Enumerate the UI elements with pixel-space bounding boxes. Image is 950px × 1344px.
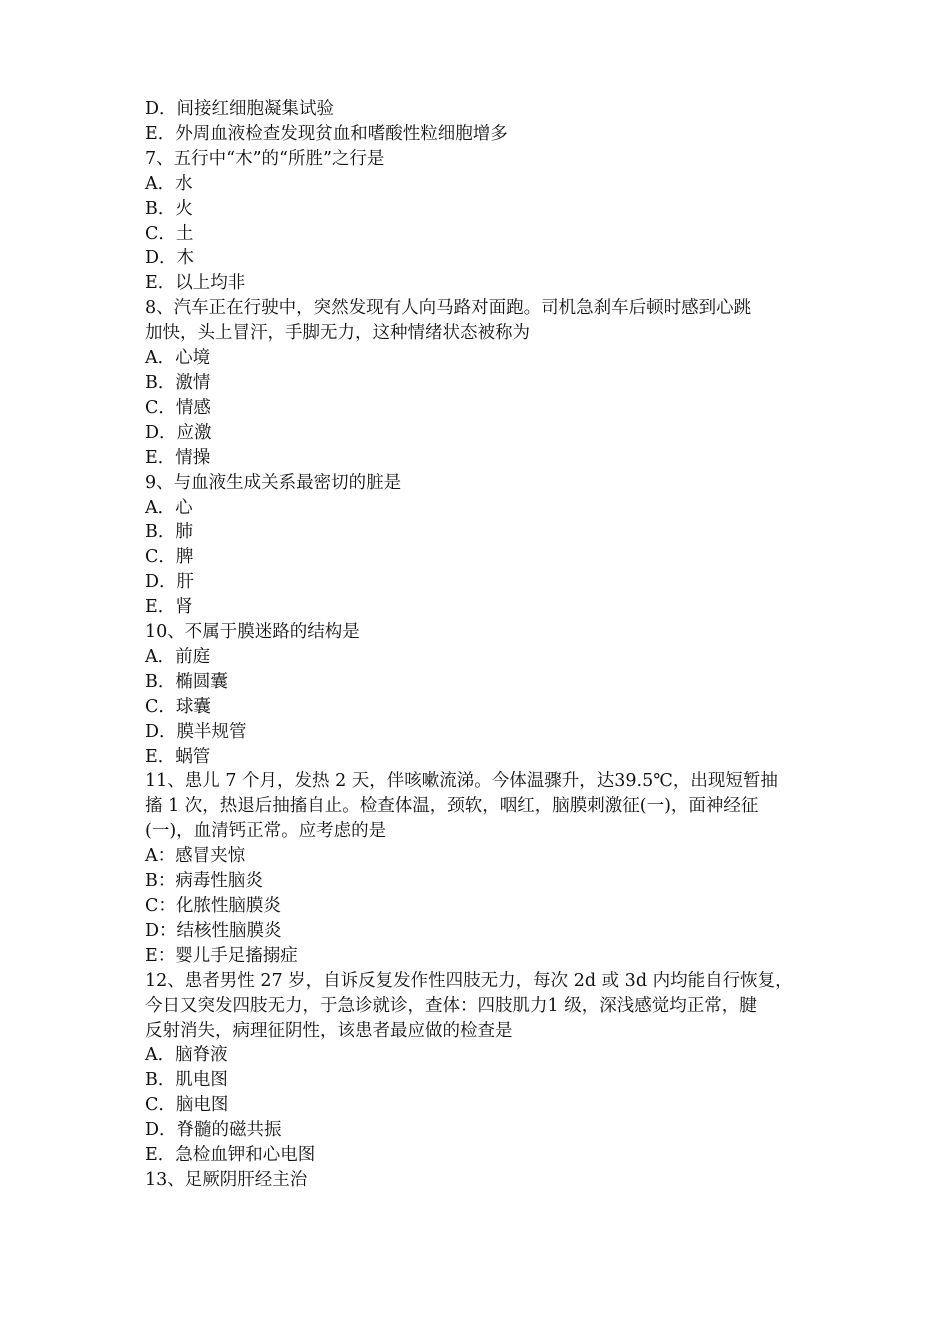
option-line: D．肝 <box>145 572 195 593</box>
question-line: 7、五行中“木”的“所胜”之行是 <box>145 148 385 169</box>
option-line: B．肌电图 <box>145 1070 228 1091</box>
option-line: B．火 <box>145 198 193 219</box>
option-line: D．脊髓的磁共振 <box>145 1120 282 1141</box>
option-line: A．前庭 <box>145 646 211 667</box>
option-line: E．蜗管 <box>145 746 211 767</box>
option-line: E．以上均非 <box>145 273 246 294</box>
question-line: 加快，头上冒汗，手脚无力，这种情绪状态被称为 <box>145 323 530 344</box>
option-line: A：感冒夹惊 <box>145 846 246 867</box>
option-line: B．椭圆囊 <box>145 671 228 692</box>
option-line: D．木 <box>145 248 195 269</box>
question-line: 8、汽车正在行驶中，突然发现有人向马路对面跑。司机急刹车后顿时感到心跳 <box>145 298 752 319</box>
option-line: B：病毒性脑炎 <box>145 871 263 892</box>
question-line: 反射消失，病理征阴性，该患者最应做的检查是 <box>145 1020 513 1041</box>
option-line: B．激情 <box>145 372 211 393</box>
option-line: C：化脓性脑膜炎 <box>145 896 281 916</box>
option-line: A．心 <box>145 497 193 518</box>
option-line: A．水 <box>145 173 193 194</box>
option-line: E．急检血钾和心电图 <box>145 1145 316 1166</box>
option-line: C．脾 <box>145 547 194 568</box>
question-line: 11、患儿 7 个月，发热 2 天，伴咳嗽流涕。今体温骤升，达39.5℃，出现短暂抽 <box>145 771 778 792</box>
question-line: 今日又突发四肢无力，于急诊就诊，查体：四肢肌力1 级，深浅感觉均正常，腱 <box>145 995 757 1016</box>
option-line: B．肺 <box>145 522 193 543</box>
option-line: D．膜半规管 <box>145 721 247 742</box>
option-line: C．情感 <box>145 397 211 418</box>
option-line: E．情操 <box>145 447 211 468</box>
option-line: A．心境 <box>145 348 211 369</box>
question-line: 9、与血液生成关系最密切的脏是 <box>145 472 402 493</box>
question-line: (一)，血清钙正常。应考虑的是 <box>145 821 387 842</box>
question-line: 13、足厥阴肝经主治 <box>145 1169 308 1190</box>
option-line: C．脑电图 <box>145 1095 229 1116</box>
question-line: 搐 1 次，热退后抽搐自止。检查体温，颈软，咽红，脑膜刺激征(一)，面神经征 <box>145 796 759 817</box>
option-line: E．肾 <box>145 597 193 618</box>
option-line: D：结核性脑膜炎 <box>145 920 282 941</box>
page-text-body <box>145 97 810 1193</box>
option-line: D．应激 <box>145 422 212 443</box>
option-line: D．间接红细胞凝集试验 <box>145 99 335 119</box>
question-line: 10、不属于膜迷路的结构是 <box>145 622 360 643</box>
option-line: E：婴儿手足搐搦症 <box>145 945 298 966</box>
option-line: C．球囊 <box>145 696 211 717</box>
option-line: C．土 <box>145 223 194 244</box>
option-line: E．外周血液检查发现贫血和嗜酸性粒细胞增多 <box>145 123 508 144</box>
question-line: 12、患者男性 27 岁，自诉反复发作性四肢无力，每次 2d 或 3d 内均能自行恢复， <box>145 970 793 991</box>
option-line: A．脑脊液 <box>145 1045 228 1066</box>
